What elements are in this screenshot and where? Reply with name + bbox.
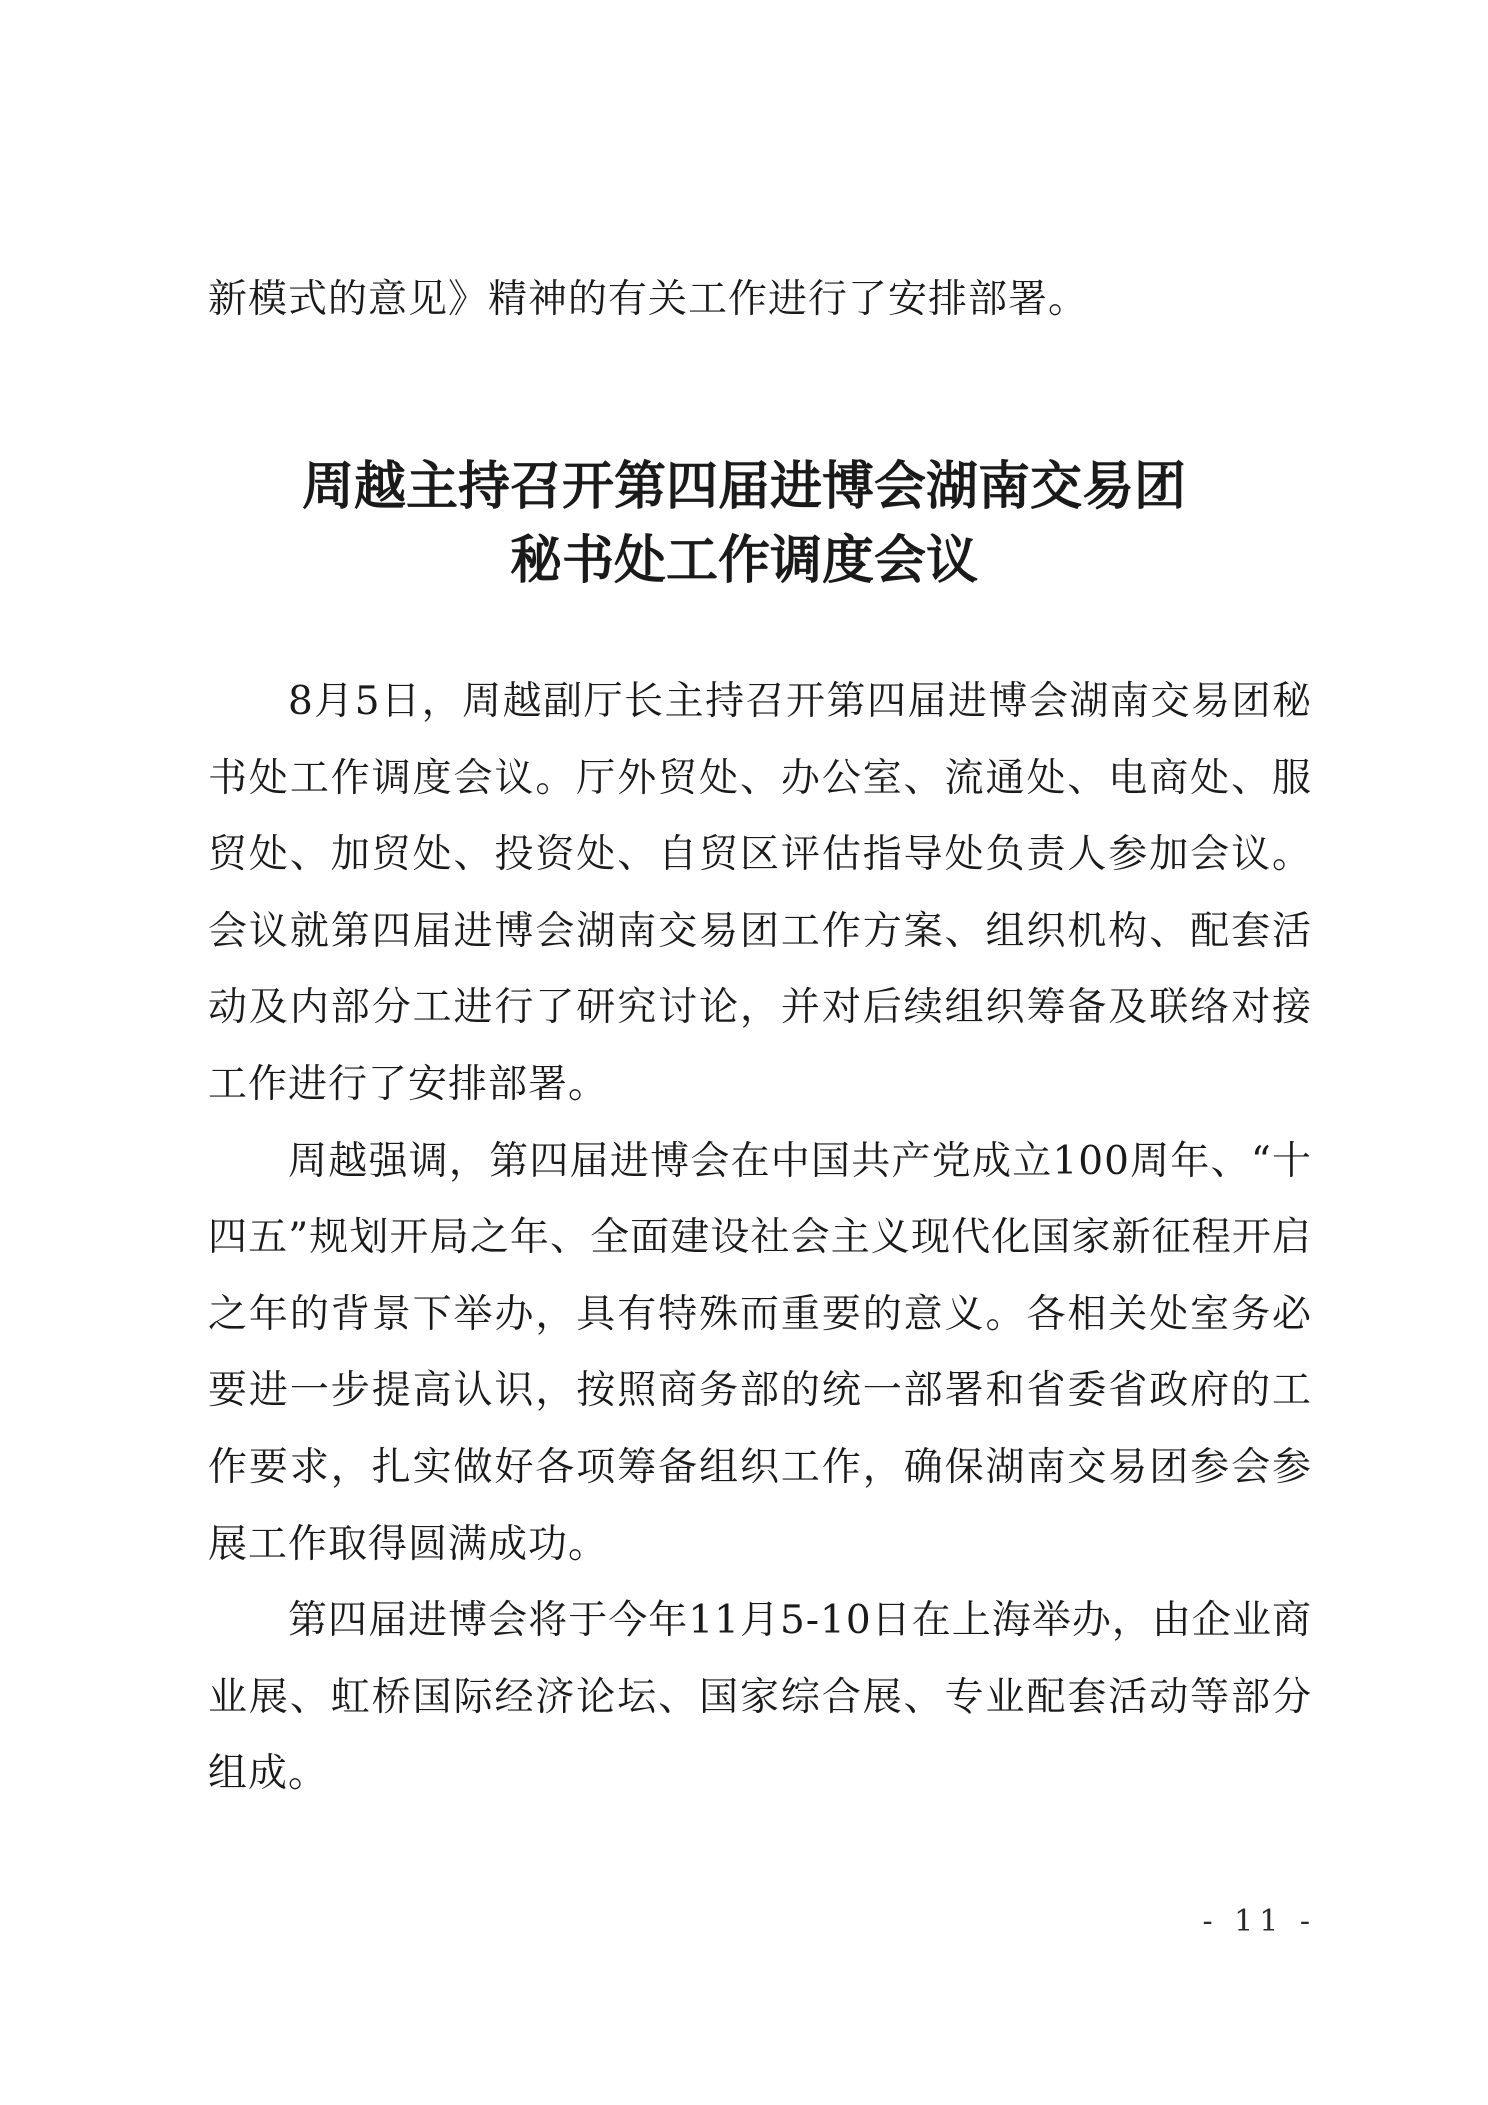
article-body	[208, 664, 1312, 1813]
page-number: - 11 -	[1202, 1904, 1316, 1939]
title-line-2: 秘书处工作调度会议	[509, 530, 978, 591]
paragraph: 周越强调，第四届进博会在中国共产党成立100周年、“十四五”规划开局之年、全面建设社会主义现代化国家新征程开启之年的背景下举办，具有特殊而重要的意义。各相关处室务必要进一步提高认识，按照商务部的统一部署和省委省政府的工作要求，扎实做好各项筹备组织工作，确保湖南交易团参会参展工作取得圆满成功。	[208, 1138, 1312, 1567]
continuation-text: 新模式的意见》精神的有关工作进行了安排部署。	[208, 277, 1089, 322]
paragraph: 8月5日，周越副厅长主持召开第四届进博会湖南交易团秘书处工作调度会议。厅外贸处、办公室、流通处、电商处、服贸处、加贸处、投资处、自贸区评估指导处负责人参加会议。会议就第四届进博会湖南交易团工作方案、组织机构、配套活动及内部分工进行了研究讨论，并对后续组织筹备及联络对接工作进行了安排部署。	[208, 679, 1312, 1107]
article-title	[160, 450, 1328, 598]
title-line-1: 周越主持召开第四届进博会湖南交易团	[301, 456, 1186, 517]
paragraph: 第四届进博会将于今年11月5-10日在上海举办，由企业商业展、虹桥国际经济论坛、国家综合展、专业配套活动等部分组成。	[208, 1598, 1312, 1797]
